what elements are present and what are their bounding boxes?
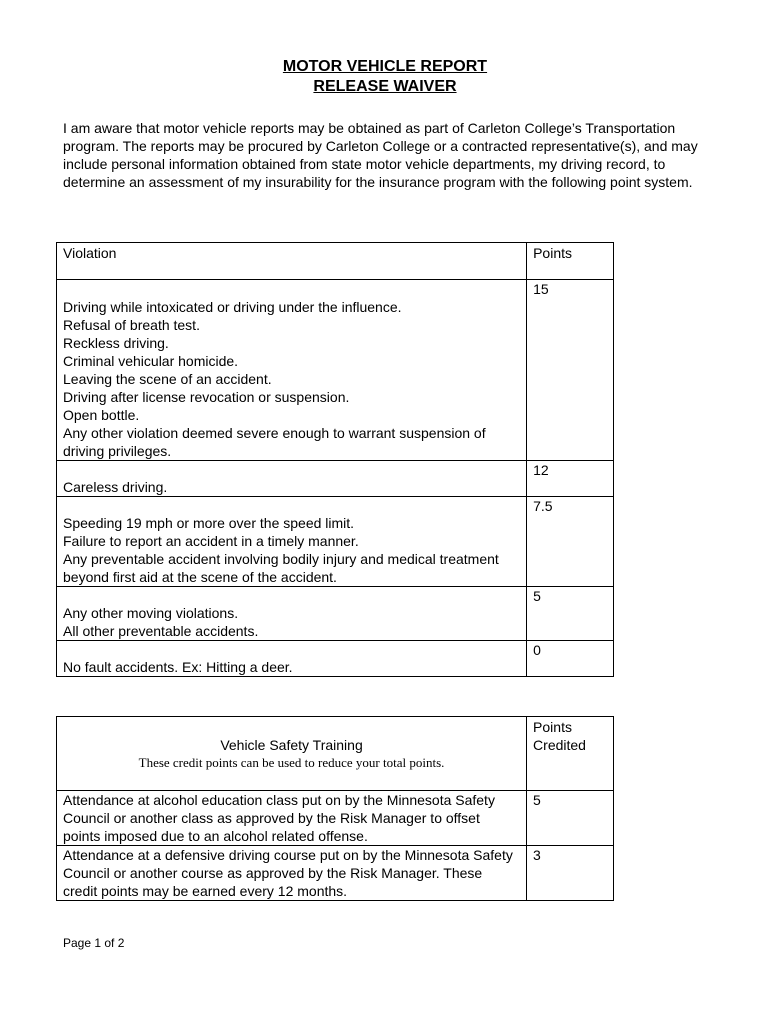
violation-line: Reckless driving. — [63, 335, 169, 351]
title-line-1: MOTOR VEHICLE REPORT — [282, 58, 488, 75]
points-cell: 0 — [527, 641, 614, 677]
violation-cell — [57, 497, 527, 587]
credit-points-cell: 3 — [527, 846, 614, 901]
points-cell: 5 — [527, 587, 614, 641]
training-cell: Attendance at alcohol education class put on by the Minnesota Safety Council or another class as approved by the Risk Manager to offset points imposed due to an alcohol related offense. — [57, 791, 527, 846]
violation-line: Leaving the scene of an accident. — [63, 371, 272, 387]
violation-line: Driving after license revocation or suspension. — [63, 389, 350, 405]
points-credited-line-2: Credited — [533, 737, 586, 753]
points-credited-line-1: Points — [533, 719, 572, 735]
violation-line: Driving while intoxicated or driving under the influence. — [63, 299, 402, 315]
training-table — [56, 716, 614, 901]
points-cell: 12 — [527, 461, 614, 497]
violation-line: Refusal of breath test. — [63, 317, 200, 333]
violation-line: Speeding 19 mph or more over the speed limit. — [63, 515, 355, 531]
points-cell: 15 — [527, 280, 614, 461]
page-number: Page 1 of 2 — [63, 936, 125, 950]
table-row — [57, 497, 614, 587]
table-row — [57, 587, 614, 641]
title-line-2: RELEASE WAIVER — [313, 78, 457, 95]
violation-line: Failure to report an accident in a timely manner. — [63, 533, 359, 549]
table-row — [57, 846, 614, 901]
violation-line: All other preventable accidents. — [63, 623, 259, 639]
violation-line: No fault accidents. Ex: Hitting a deer. — [63, 659, 293, 675]
violations-table — [56, 242, 614, 677]
document-title — [0, 57, 770, 97]
violation-line: Careless driving. — [63, 479, 168, 495]
intro-paragraph: I am aware that motor vehicle reports may be obtained as part of Carleton College’s Transportation program. The reports may be procured by Carleton College or a contracted representative(s), and may include personal information obtained from state motor vehicle departments, my driving record, to determine an assessment of my insurability for the insurance program with the following point system. — [63, 120, 698, 190]
violations-header-row — [57, 243, 614, 280]
table-row — [57, 461, 614, 497]
training-note: These credit points can be used to reduce your total points. — [138, 755, 445, 770]
training-title: Vehicle Safety Training — [220, 737, 363, 753]
violation-cell — [57, 280, 527, 461]
violation-line: Any preventable accident involving bodily injury and medical treatment beyond first aid at the scene of the accident. — [63, 551, 499, 585]
violation-line: Any other violation deemed severe enough to warrant suspension of driving privileges. — [63, 425, 486, 459]
training-header-row — [57, 717, 614, 791]
violation-column-header: Violation — [57, 243, 527, 280]
points-column-header: Points — [527, 243, 614, 280]
table-row — [57, 791, 614, 846]
violation-line: Any other moving violations. — [63, 605, 239, 621]
violation-cell — [57, 641, 527, 677]
training-title-cell — [57, 717, 527, 791]
credit-points-cell: 5 — [527, 791, 614, 846]
training-cell: Attendance at a defensive driving course put on by the Minnesota Safety Council or another course as approved by the Risk Manager. These credit points may be earned every 12 months. — [57, 846, 527, 901]
table-row — [57, 641, 614, 677]
table-row — [57, 280, 614, 461]
violation-cell — [57, 587, 527, 641]
violation-cell — [57, 461, 527, 497]
points-cell: 7.5 — [527, 497, 614, 587]
violation-line: Criminal vehicular homicide. — [63, 353, 239, 369]
points-credited-header — [527, 717, 614, 791]
violation-line: Open bottle. — [63, 407, 140, 423]
